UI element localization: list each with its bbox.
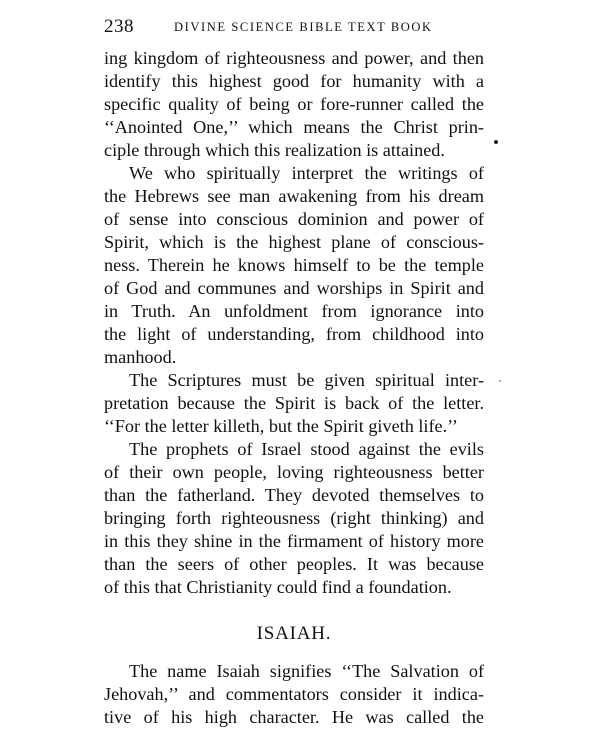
text-line: We who spiritually interpret the writings of [129,163,484,183]
text-line: ing kingdom of righteousness and power, and then [104,48,484,68]
print-speck [499,380,501,382]
spacer [104,649,484,660]
text-line: ciple through which this realization is attained. [104,140,445,160]
text-line: specific quality of being or fore-runner called the [104,94,484,114]
text-line: bringing forth righteousness (right thinking) and [104,508,484,528]
print-speck [494,140,498,144]
paragraph-3 [104,369,484,438]
text-line: Spirit, which is the highest plane of conscious- [104,232,484,252]
text-line: ‘‘Anointed One,’’ which means the Christ prin- [104,117,484,137]
page-number: 238 [104,16,134,37]
text-line: manhood. [104,347,177,367]
text-line: ness. Therein he knows himself to be the temple [104,255,484,275]
text-line: of their own people, loving righteousness better [104,462,484,482]
text-line: of this that Christianity could find a foundation. [104,577,452,597]
section-heading: ISAIAH. [256,623,332,644]
text-line: the light of understanding, from childhood into [104,324,484,344]
paragraph-5 [104,660,484,729]
text-line: pretation because the Spirit is back of the letter. [104,393,484,413]
text-line: than the seers of other peoples. It was because [104,554,484,574]
text-line: in this they shine in the firmament of history more [104,531,484,551]
running-head [104,16,484,38]
running-title: DIVINE SCIENCE BIBLE TEXT BOOK [174,20,433,34]
body-text [104,47,484,729]
text-line: The prophets of Israel stood against the evils [129,439,484,459]
text-line: tive of his high character. He was called the [104,707,484,727]
text-line: identify this highest good for humanity with a [104,71,484,91]
text-line: in Truth. An unfoldment from ignorance into [104,301,484,321]
text-line: ‘‘For the letter killeth, but the Spirit giveth life.’’ [104,416,458,436]
paragraph-2 [104,162,484,369]
text-line: the Hebrews see man awakening from his dream [104,186,484,206]
text-line: The name Isaiah signifies ‘‘The Salvation of [129,661,484,681]
text-line: than the fatherland. They devoted themselves to [104,485,484,505]
text-line: The Scriptures must be given spiritual inter- [129,370,484,390]
text-line: Jehovah,’’ and commentators consider it indica- [104,684,484,704]
paragraph-4 [104,438,484,599]
text-line: of God and communes and worships in Spirit and [104,278,484,298]
text-line: of sense into conscious dominion and power of [104,209,484,229]
paragraph-1 [104,47,484,162]
spacer [104,599,484,619]
